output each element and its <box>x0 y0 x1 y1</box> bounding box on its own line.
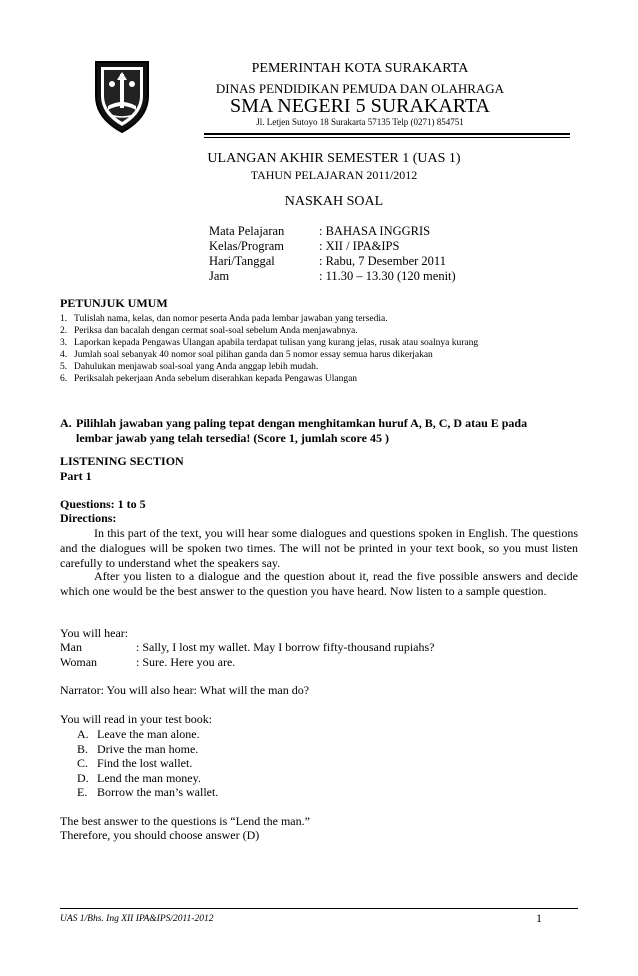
letterhead-school: SMA NEGERI 5 SURAKARTA <box>230 95 490 117</box>
list-item-number: 3. <box>60 338 68 348</box>
surakarta-crest-icon <box>92 56 152 134</box>
info-row <box>209 269 456 284</box>
info-value: : Rabu, 7 Desember 2011 <box>319 254 446 268</box>
list-item-number: 5. <box>60 362 68 372</box>
option-letter: B. <box>77 741 89 756</box>
exam-info-table <box>209 224 456 284</box>
footer-divider <box>60 908 578 909</box>
info-label: Jam <box>209 269 230 283</box>
list-item-number: 2. <box>60 326 68 336</box>
list-item <box>60 373 580 385</box>
best-answer-line: The best answer to the questions is “Lend the man.” <box>60 814 310 828</box>
info-label: Kelas/Program <box>209 239 284 253</box>
dialogue-text: : Sally, I lost my wallet. May I borrow fifty-thousand rupiahs? <box>136 640 435 654</box>
listening-heading: LISTENING SECTION <box>60 454 184 468</box>
part-a-line-1 <box>60 416 578 431</box>
therefore-line: Therefore, you should choose answer (D) <box>60 828 260 842</box>
list-item <box>60 313 580 325</box>
letterhead-department: DINAS PENDIDIKAN PEMUDA DAN OLAHRAGA <box>215 81 505 96</box>
option-text: Borrow the man’s wallet. <box>97 785 219 799</box>
sample-options <box>77 727 218 800</box>
list-item-number: 1. <box>60 314 68 324</box>
instructions-heading: PETUNJUK UMUM <box>60 296 168 310</box>
info-value: : 11.30 – 13.30 (120 menit) <box>319 269 456 283</box>
option-item <box>77 727 218 742</box>
dialogue-speaker: Woman <box>60 655 98 669</box>
directions-label: Directions: <box>60 511 117 525</box>
you-will-read-label: You will read in your test book: <box>60 712 213 726</box>
part-a-number: A. <box>60 416 72 430</box>
narrator-line: Narrator: You will also hear: What will the man do? <box>60 683 310 697</box>
part-a-text-2: lembar jawab yang telah tersedia! (Score 1, jumlah score 45 ) <box>76 431 389 445</box>
list-item-text: Periksa dan bacalah dengan cermat soal-soal sebelum Anda menjawabnya. <box>74 326 358 336</box>
list-item <box>60 325 580 337</box>
option-item <box>77 742 218 757</box>
letterhead-government: PEMERINTAH KOTA SURAKARTA <box>251 61 469 76</box>
info-value: : XII / IPA&IPS <box>319 239 400 253</box>
sample-dialogue <box>60 640 578 670</box>
option-item <box>77 756 218 771</box>
directions-paragraph-2: After you listen to a dialogue and the question about it, read the five possible answers and decide which one would be the best answer to the question you have heard. Now listen to a sample question. <box>60 569 578 598</box>
list-item-text: Dahulukan menjawab soal-soal yang Anda anggap lebih mudah. <box>74 362 319 372</box>
option-letter: A. <box>77 727 89 741</box>
page-number: 1 <box>536 911 542 925</box>
info-row <box>209 239 456 254</box>
info-row <box>209 254 456 269</box>
list-item <box>60 337 580 349</box>
letterhead-rule-thin <box>204 137 570 138</box>
footer-doc-code: UAS 1/Bhs. Ing XII IPA&IPS/2011-2012 <box>60 914 214 924</box>
option-item <box>77 785 218 800</box>
option-text: Drive the man home. <box>97 741 199 756</box>
document-type: NASKAH SOAL <box>284 194 384 209</box>
exam-year: TAHUN PELAJARAN 2011/2012 <box>250 168 418 182</box>
option-text: Find the lost wallet. <box>97 756 193 770</box>
list-item-text: Periksalah pekerjaan Anda sebelum diserahkan kepada Pengawas Ulangan <box>74 374 358 384</box>
part-label: Part 1 <box>60 469 92 483</box>
directions-paragraph-1: In this part of the text, you will hear some dialogues and questions spoken in English. The questions and the dialogues will be spoken two times. The will not be printed in your text book, so you must listen carefully to understand whet the speakers say. <box>60 526 578 570</box>
letterhead-rule-thick <box>204 133 570 135</box>
option-letter: C. <box>77 756 89 770</box>
option-item <box>77 771 218 786</box>
option-text: Lend the man money. <box>97 770 201 785</box>
questions-range: Questions: 1 to 5 <box>60 497 146 511</box>
option-text: Leave the man alone. <box>97 727 200 741</box>
instructions-list <box>60 313 580 385</box>
dialogue-line <box>60 655 578 670</box>
list-item <box>60 361 580 373</box>
list-item-text: Jumlah soal sebanyak 40 nomor soal pilihan ganda dan 5 nomor essay semua harus dikerjakan <box>74 350 433 360</box>
list-item-number: 6. <box>60 374 68 384</box>
you-will-hear-label: You will hear: <box>60 626 129 640</box>
option-letter: E. <box>77 785 88 799</box>
option-letter: D. <box>77 770 89 785</box>
part-a-instruction <box>60 416 578 446</box>
letterhead-address: Jl. Letjen Sutoyo 18 Surakarta 57135 Telp (0271) 854751 <box>256 117 464 127</box>
list-item-text: Laporkan kepada Pengawas Ulangan apabila terdapat tulisan yang kurang jelas, rusak atau soalnya kurang <box>74 338 479 348</box>
list-item-number: 4. <box>60 350 68 360</box>
info-label: Hari/Tanggal <box>209 254 275 268</box>
dialogue-line <box>60 640 578 655</box>
list-item <box>60 349 580 361</box>
info-label: Mata Pelajaran <box>209 224 285 238</box>
dialogue-speaker: Man <box>60 640 82 654</box>
dialogue-text: : Sure. Here you are. <box>136 655 236 669</box>
info-row <box>209 224 456 239</box>
list-item-text: Tulislah nama, kelas, dan nomor peserta Anda pada lembar jawaban yang tersedia. <box>74 314 388 324</box>
info-value: : BAHASA INGGRIS <box>319 224 431 238</box>
exam-title: ULANGAN AKHIR SEMESTER 1 (UAS 1) <box>207 151 461 166</box>
part-a-text-1: Pilihlah jawaban yang paling tepat dengan menghitamkan huruf A, B, C, D atau E pada <box>76 416 528 430</box>
